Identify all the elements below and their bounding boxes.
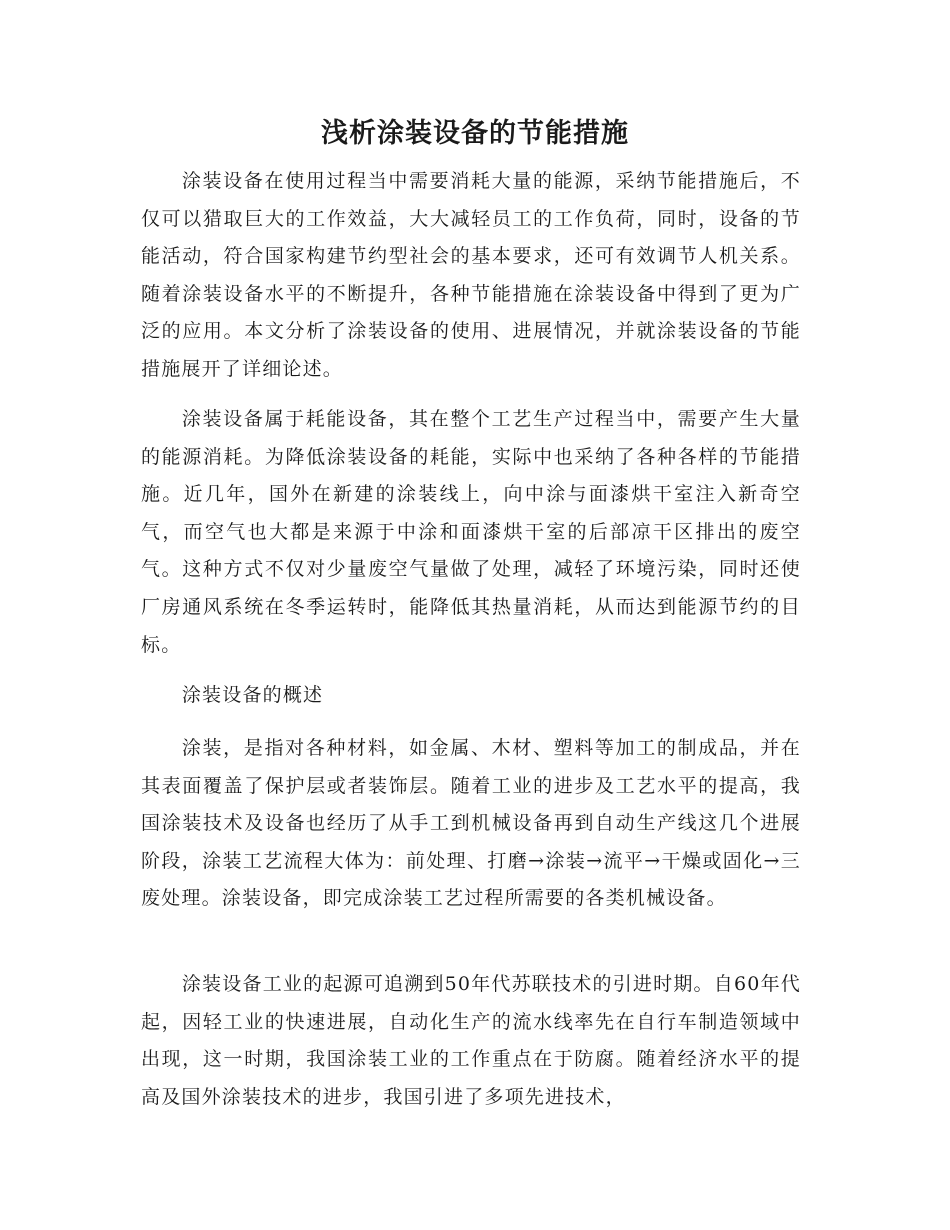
paragraph-energy-consumption: 涂装设备属于耗能设备，其在整个工艺生产过程当中，需要产生大量的能源消耗。为降低涂装设备的耗能，实际中也采纳了各种各样的节能措施。近几年，国外在新建的涂装线上，向中涂与面漆烘干室注入新奇空气，而空气也大都是来源于中涂和面漆烘干室的后部凉干区排出的废空气。这种方式不仅对少量废空气量做了处理，减轻了环境污染，同时还使厂房通风系统在冬季运转时，能降低其热量消耗，从而达到能源节约的目标。 bbox=[141, 408, 801, 656]
document-title: 浅析涂装设备的节能措施 bbox=[321, 118, 629, 149]
paragraph-coating-definition: 涂装，是指对各种材料，如金属、木材、塑料等加工的制成品，并在其表面覆盖了保护层或者装饰层。随着工业的进步及工艺水平的提高，我国涂装技术及设备也经历了从手工到机械设备再到自动生产线这几个进展阶段，涂装工艺流程大体为：前处理、打磨→涂装→流平→干燥或固化→三废处理。涂装设备，即完成涂装工艺过程所需要的各类机械设备。 bbox=[141, 737, 801, 910]
section-heading-overview: 涂装设备的概述 bbox=[181, 684, 324, 706]
paragraph-history: 涂装设备工业的起源可追溯到50年代苏联技术的引进时期。自60年代起，因轻工业的快速进展，自动化生产的流水线率先在自行车制造领域中出现，这一时期，我国涂装工业的工作重点在于防腐。随着经济水平的提高及国外涂装技术的进步，我国引进了多项先进技术， bbox=[141, 973, 801, 1108]
paragraph-intro: 涂装设备在使用过程当中需要消耗大量的能源，采纳节能措施后，不仅可以猎取巨大的工作效益，大大减轻员工的工作负荷，同时，设备的节能活动，符合国家构建节约型社会的基本要求，还可有效调节人机关系。随着涂装设备水平的不断提升，各种节能措施在涂装设备中得到了更为广泛的应用。本文分析了涂装设备的使用、进展情况，并就涂装设备的节能措施展开了详细论述。 bbox=[141, 170, 801, 380]
